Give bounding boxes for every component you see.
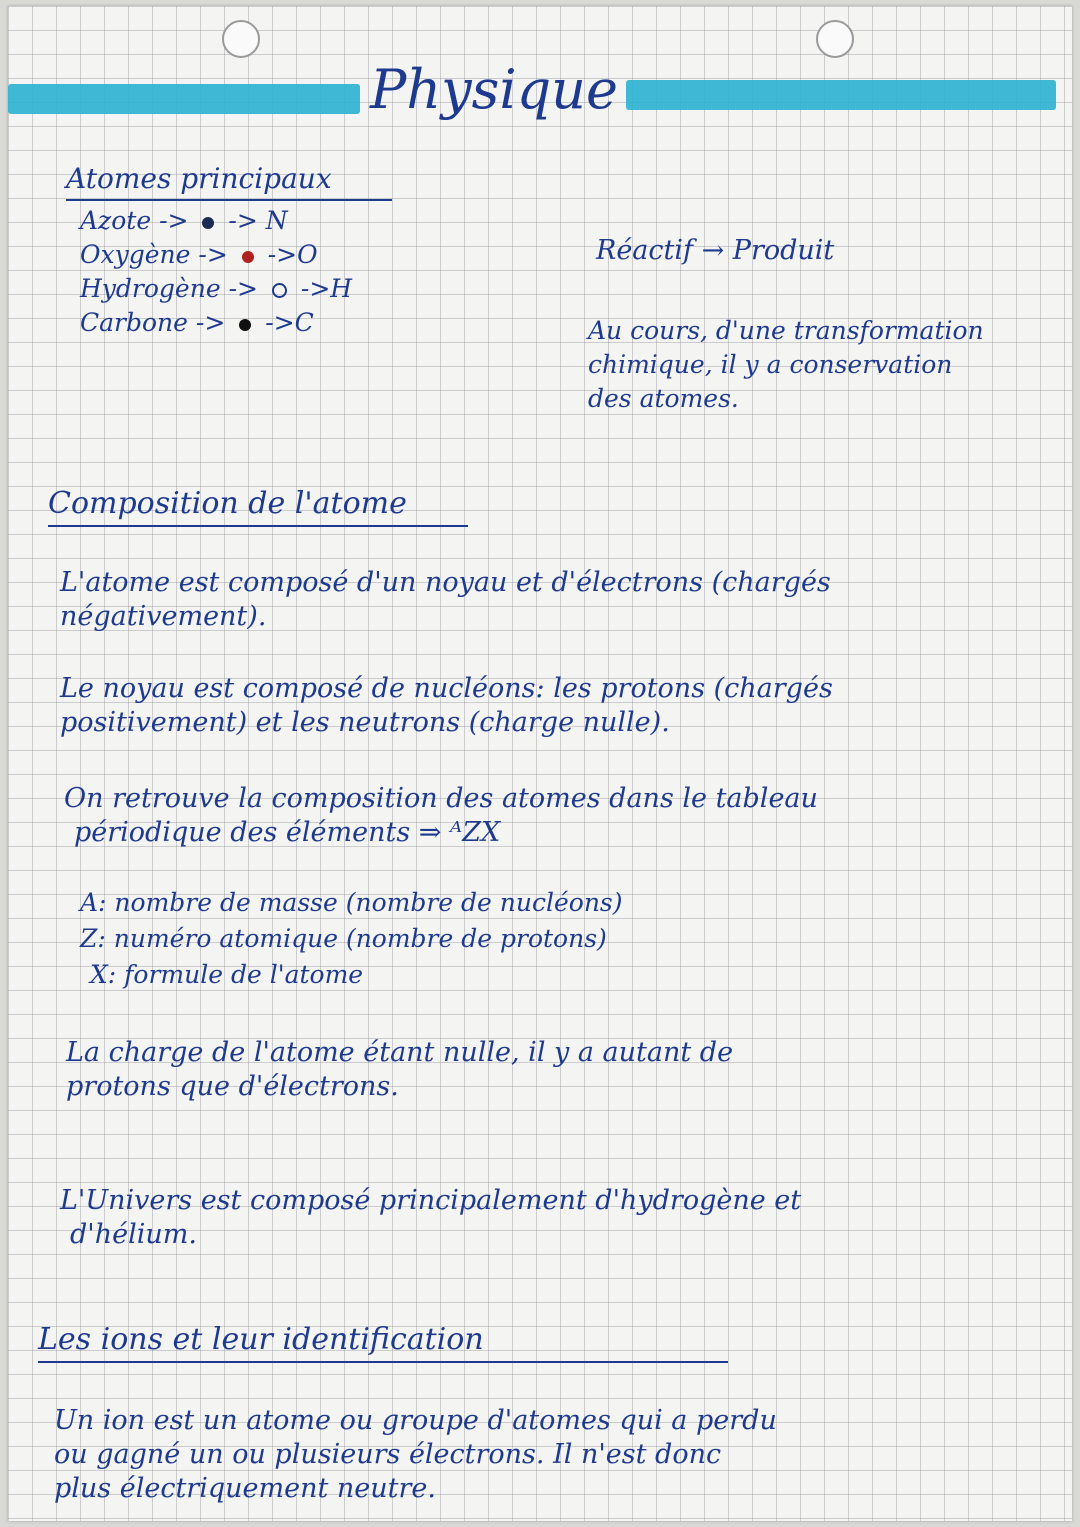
- title-highlight-left: [8, 84, 360, 114]
- carbon-dot-icon: [239, 319, 251, 331]
- atom-symbol: ->O: [267, 240, 318, 269]
- composition-p2-line2: positivement) et les neutrons (charge nulle).: [60, 707, 670, 738]
- composition-p2-line1: Le noyau est composé de nucléons: les protons (chargés: [60, 673, 833, 704]
- composition-p1-line2: négativement).: [60, 601, 267, 632]
- arrow: ->: [228, 274, 258, 303]
- atom-row-azote: [80, 204, 288, 237]
- definition-x: X: formule de l'atome: [90, 960, 364, 989]
- atom-row-carbone: [80, 306, 314, 339]
- atom-name: Azote: [80, 206, 152, 235]
- atom-symbol: ->C: [265, 308, 314, 337]
- atom-row-hydrogene: [80, 272, 352, 305]
- atoms-heading: Atomes principaux: [66, 162, 392, 201]
- composition-p4-line2: protons que d'électrons.: [66, 1071, 399, 1102]
- ions-p1-line3: plus électriquement neutre.: [54, 1473, 436, 1504]
- atom-name: Carbone: [80, 308, 188, 337]
- definition-z: Z: numéro atomique (nombre de protons): [80, 924, 607, 953]
- title-highlight-right: [626, 80, 1056, 110]
- section-heading-composition: Composition de l'atome: [48, 486, 468, 527]
- atom-row-oxygene: [80, 238, 318, 271]
- composition-p3-line1: On retrouve la composition des atomes dans le tableau: [64, 783, 818, 814]
- section-heading-ions: Les ions et leur identification: [38, 1322, 728, 1363]
- hydrogen-ring-icon: [272, 283, 287, 298]
- reaction-text-2: chimique, il y a conservation: [588, 350, 953, 379]
- page-title: Physique: [370, 58, 618, 121]
- oxygen-dot-icon: [242, 251, 254, 263]
- binder-hole-left: [222, 20, 260, 58]
- ions-p1-line1: Un ion est un atome ou groupe d'atomes qui a perdu: [54, 1405, 777, 1436]
- reaction-text-1: Au cours, d'une transformation: [588, 316, 984, 345]
- atom-name: Oxygène: [80, 240, 191, 269]
- arrow: ->: [198, 240, 228, 269]
- nitrogen-dot-icon: [202, 217, 214, 229]
- binder-hole-right: [816, 20, 854, 58]
- ions-p1-line2: ou gagné un ou plusieurs électrons. Il n'est donc: [54, 1439, 722, 1470]
- composition-p5-line2: d'hélium.: [70, 1219, 197, 1250]
- reaction-line: Réactif → Produit: [596, 235, 835, 266]
- composition-p4-line1: La charge de l'atome étant nulle, il y a autant de: [66, 1037, 734, 1068]
- arrow: ->: [159, 206, 189, 235]
- composition-p1-line1: L'atome est composé d'un noyau et d'électrons (chargés: [60, 567, 831, 598]
- reaction-text-3: des atomes.: [588, 384, 739, 413]
- atom-name: Hydrogène: [80, 274, 221, 303]
- composition-p3-line2: périodique des éléments ⇒ ᴬZX: [74, 817, 501, 848]
- atom-symbol: -> N: [228, 206, 288, 235]
- composition-p5-line1: L'Univers est composé principalement d'hydrogène et: [60, 1185, 802, 1216]
- definition-a: A: nombre de masse (nombre de nucléons): [80, 888, 623, 917]
- arrow: ->: [195, 308, 226, 337]
- atom-symbol: ->H: [300, 274, 353, 303]
- notebook-page: [8, 6, 1072, 1521]
